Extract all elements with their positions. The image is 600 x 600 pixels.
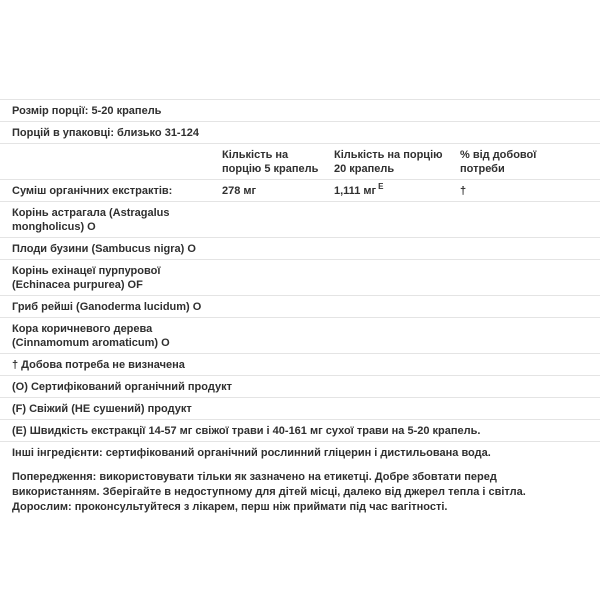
ingredient-echinacea: Корінь ехінацеї пурпурової (Echinacea purpurea) OF bbox=[12, 265, 161, 291]
blend-row bbox=[0, 180, 600, 202]
header-amount-per-5-drops: Кількість на порцію 5 крапель bbox=[222, 149, 319, 175]
footnote-fresh: (F) Свіжий (НЕ сушений) продукт bbox=[0, 398, 600, 420]
footnote-daily-value: † Добова потреба не визначена bbox=[0, 354, 600, 376]
table-row bbox=[0, 260, 600, 296]
serving-size-row bbox=[0, 100, 600, 122]
ingredient-cinnamon: Кора коричневого дерева (Cinnamomum aromaticum) O bbox=[12, 323, 170, 349]
warnings-text: Попередження: використовувати тільки як зазначено на етикетці. Добре збовтати перед використанням. Зберігайте в недоступному для дітей місці, далеко від джерел тепла і світла. Дорослим: проконсультуйтеся з лікарем, перш ніж приймати під час вагітності. bbox=[12, 471, 526, 513]
blend-amount-20-drops: 1,111 мг $^E$ bbox=[334, 182, 384, 197]
table-row bbox=[0, 318, 600, 354]
table-row bbox=[0, 202, 600, 238]
ingredient-reishi: Гриб рейші (Ganoderma lucidum) O bbox=[12, 301, 202, 313]
servings-per-container-text: Порцій в упаковці: близько 31-124 bbox=[12, 127, 199, 139]
footnote-extraction-rate: (E) Швидкість екстракції 14-57 мг свіжої трави і 40-161 мг сухої трави на 5-20 крапель. bbox=[0, 420, 600, 442]
header-amount-per-20-drops: Кількість на порцію 20 крапель bbox=[334, 149, 443, 175]
table-row bbox=[0, 296, 600, 318]
supplement-facts-table bbox=[0, 99, 600, 442]
other-ingredients-text: Інші інгредієнти: сертифікований органічний рослинний гліцерин і дистильована вода. bbox=[12, 447, 491, 459]
header-spacer-cell bbox=[12, 148, 222, 176]
table-row bbox=[0, 238, 600, 260]
table-header-row bbox=[0, 144, 600, 180]
blend-name: Суміш органічних екстрактів: bbox=[12, 185, 173, 197]
ingredient-astragalus: Корінь астрагала (Astragalus mongholicus) O bbox=[12, 207, 170, 233]
servings-per-container-row bbox=[0, 122, 600, 144]
ingredient-elderberry: Плоди бузини (Sambucus nigra) O bbox=[12, 243, 196, 255]
header-daily-value: % від добової потреби bbox=[460, 149, 537, 175]
serving-size-text: Розмір порції: 5-20 крапель bbox=[12, 105, 162, 117]
blend-daily-value: † bbox=[460, 185, 467, 197]
footnote-organic: (O) Сертифікований органічний продукт bbox=[0, 376, 600, 398]
extraction-rate-note-marker: E bbox=[378, 182, 384, 192]
bottom-text-block bbox=[0, 436, 600, 515]
blend-amount-5-drops: 278 мг bbox=[222, 185, 257, 197]
